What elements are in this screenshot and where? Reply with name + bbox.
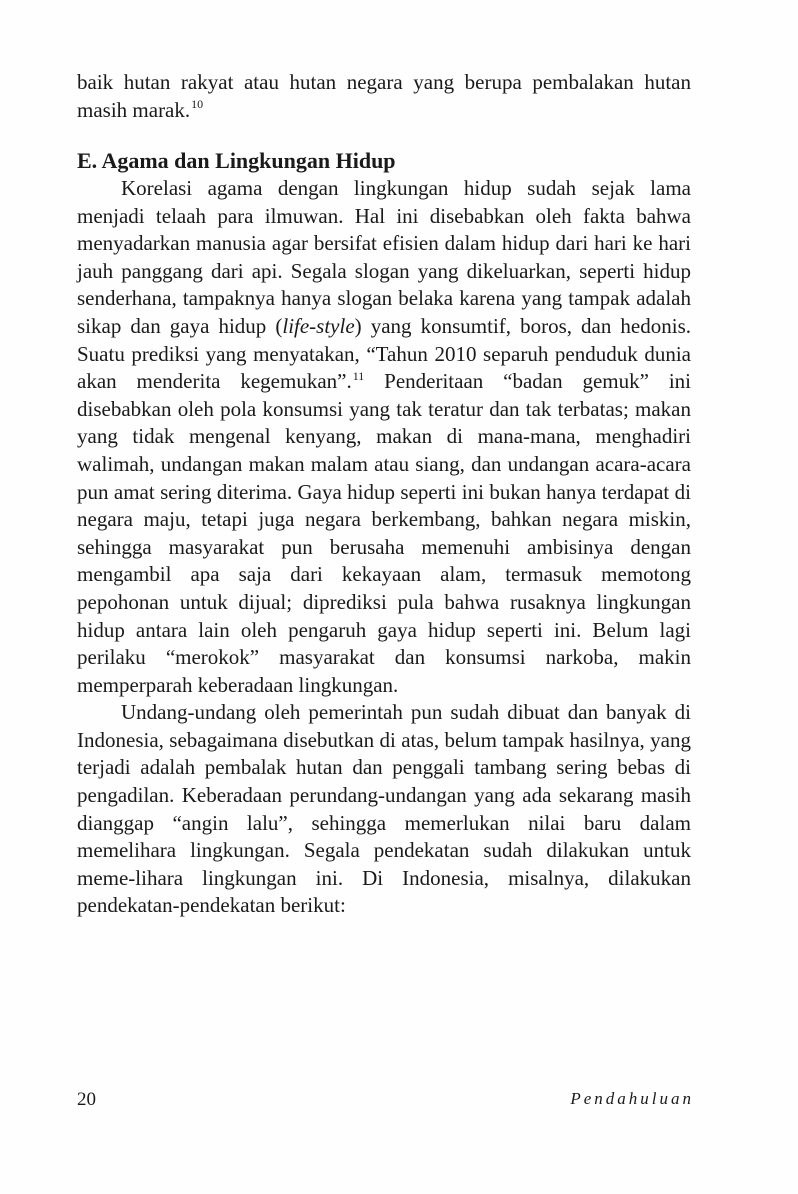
running-footer-title: Pendahuluan: [570, 1089, 694, 1108]
paragraph-2: Undang-undang oleh pemerintah pun sudah dibuat dan banyak di Indonesia, sebagaimana disebutkan di atas, belum tampak hasilnya, yang terjadi adalah pembalak hutan dan penggali tambang sering bebas di pengadilan. Keberadaan perundang-undangan yang ada sekarang masih dianggap “angin lalu”, sehingga memerlukan nilai baru dalam memelihara lingkungan. Segala pendekatan sudah dilakukan untuk meme-lihara lingkungan ini. Di Indonesia, misalnya, dilakukan pendekatan-pendekatan berikut:: [77, 700, 691, 918]
paragraph-1: [77, 175, 691, 699]
continuation-text-line: [77, 69, 691, 124]
page-number: 20: [77, 1089, 96, 1110]
section-heading: E. Agama dan Lingkungan Hidup: [77, 148, 396, 173]
paragraph-1-part-1: Korelasi agama dengan lingkungan hidup sudah sejak lama menjadi telaah para ilmuwan. Hal ini disebabkan oleh fakta bahwa menyadarkan manusia agar bersifat efisien dalam hidup dari hari ke hari jauh panggang dari api. Segala slogan yang dikeluarkan, seperti hidup senderhana, tampaknya hanya slogan belaka karena yang tampak adalah sikap dan gaya hidup (: [77, 176, 691, 338]
section-body: [77, 175, 691, 920]
footnote-ref-10: 10: [191, 97, 204, 112]
paragraph-1-part-3: Penderitaan “badan gemuk” ini disebabkan oleh pola konsumsi yang tak teratur dan tak terbatas; makan yang tidak mengenal kenyang, makan di mana-mana, menghadiri walimah, undangan makan malam atau siang, dan undangan acara-acara pun amat sering diterima. Gaya hidup seperti ini bukan hanya terdapat di negara maju, tetapi juga negara berkembang, bahkan negara miskin, sehingga masyarakat pun berusaha memenuhi ambisinya dengan mengambil apa saja dari kekayaan alam, termasuk memotong pepohonan untuk dijual; diprediksi pula bahwa rusaknya lingkungan hidup antara lain oleh pengaruh gaya hidup seperti ini. Belum lagi perilaku “merokok” masyarakat dan konsumsi narkoba, makin memperparah keberadaan lingkungan.: [77, 369, 692, 697]
paragraph-1-part-2: ) yang konsumtif, boros, dan hedonis. Suatu prediksi yang menyatakan, “Tahun 2010 separuh penduduk dunia akan menderita kegemukan”.: [77, 313, 692, 394]
continuation-paragraph: [77, 69, 691, 124]
continuation-text: baik hutan rakyat atau hutan negara yang berupa pembalakan hutan masih marak.: [77, 70, 691, 122]
paragraph-1-italic-term: life-style: [282, 313, 355, 338]
footnote-ref-11: 11: [352, 368, 365, 383]
